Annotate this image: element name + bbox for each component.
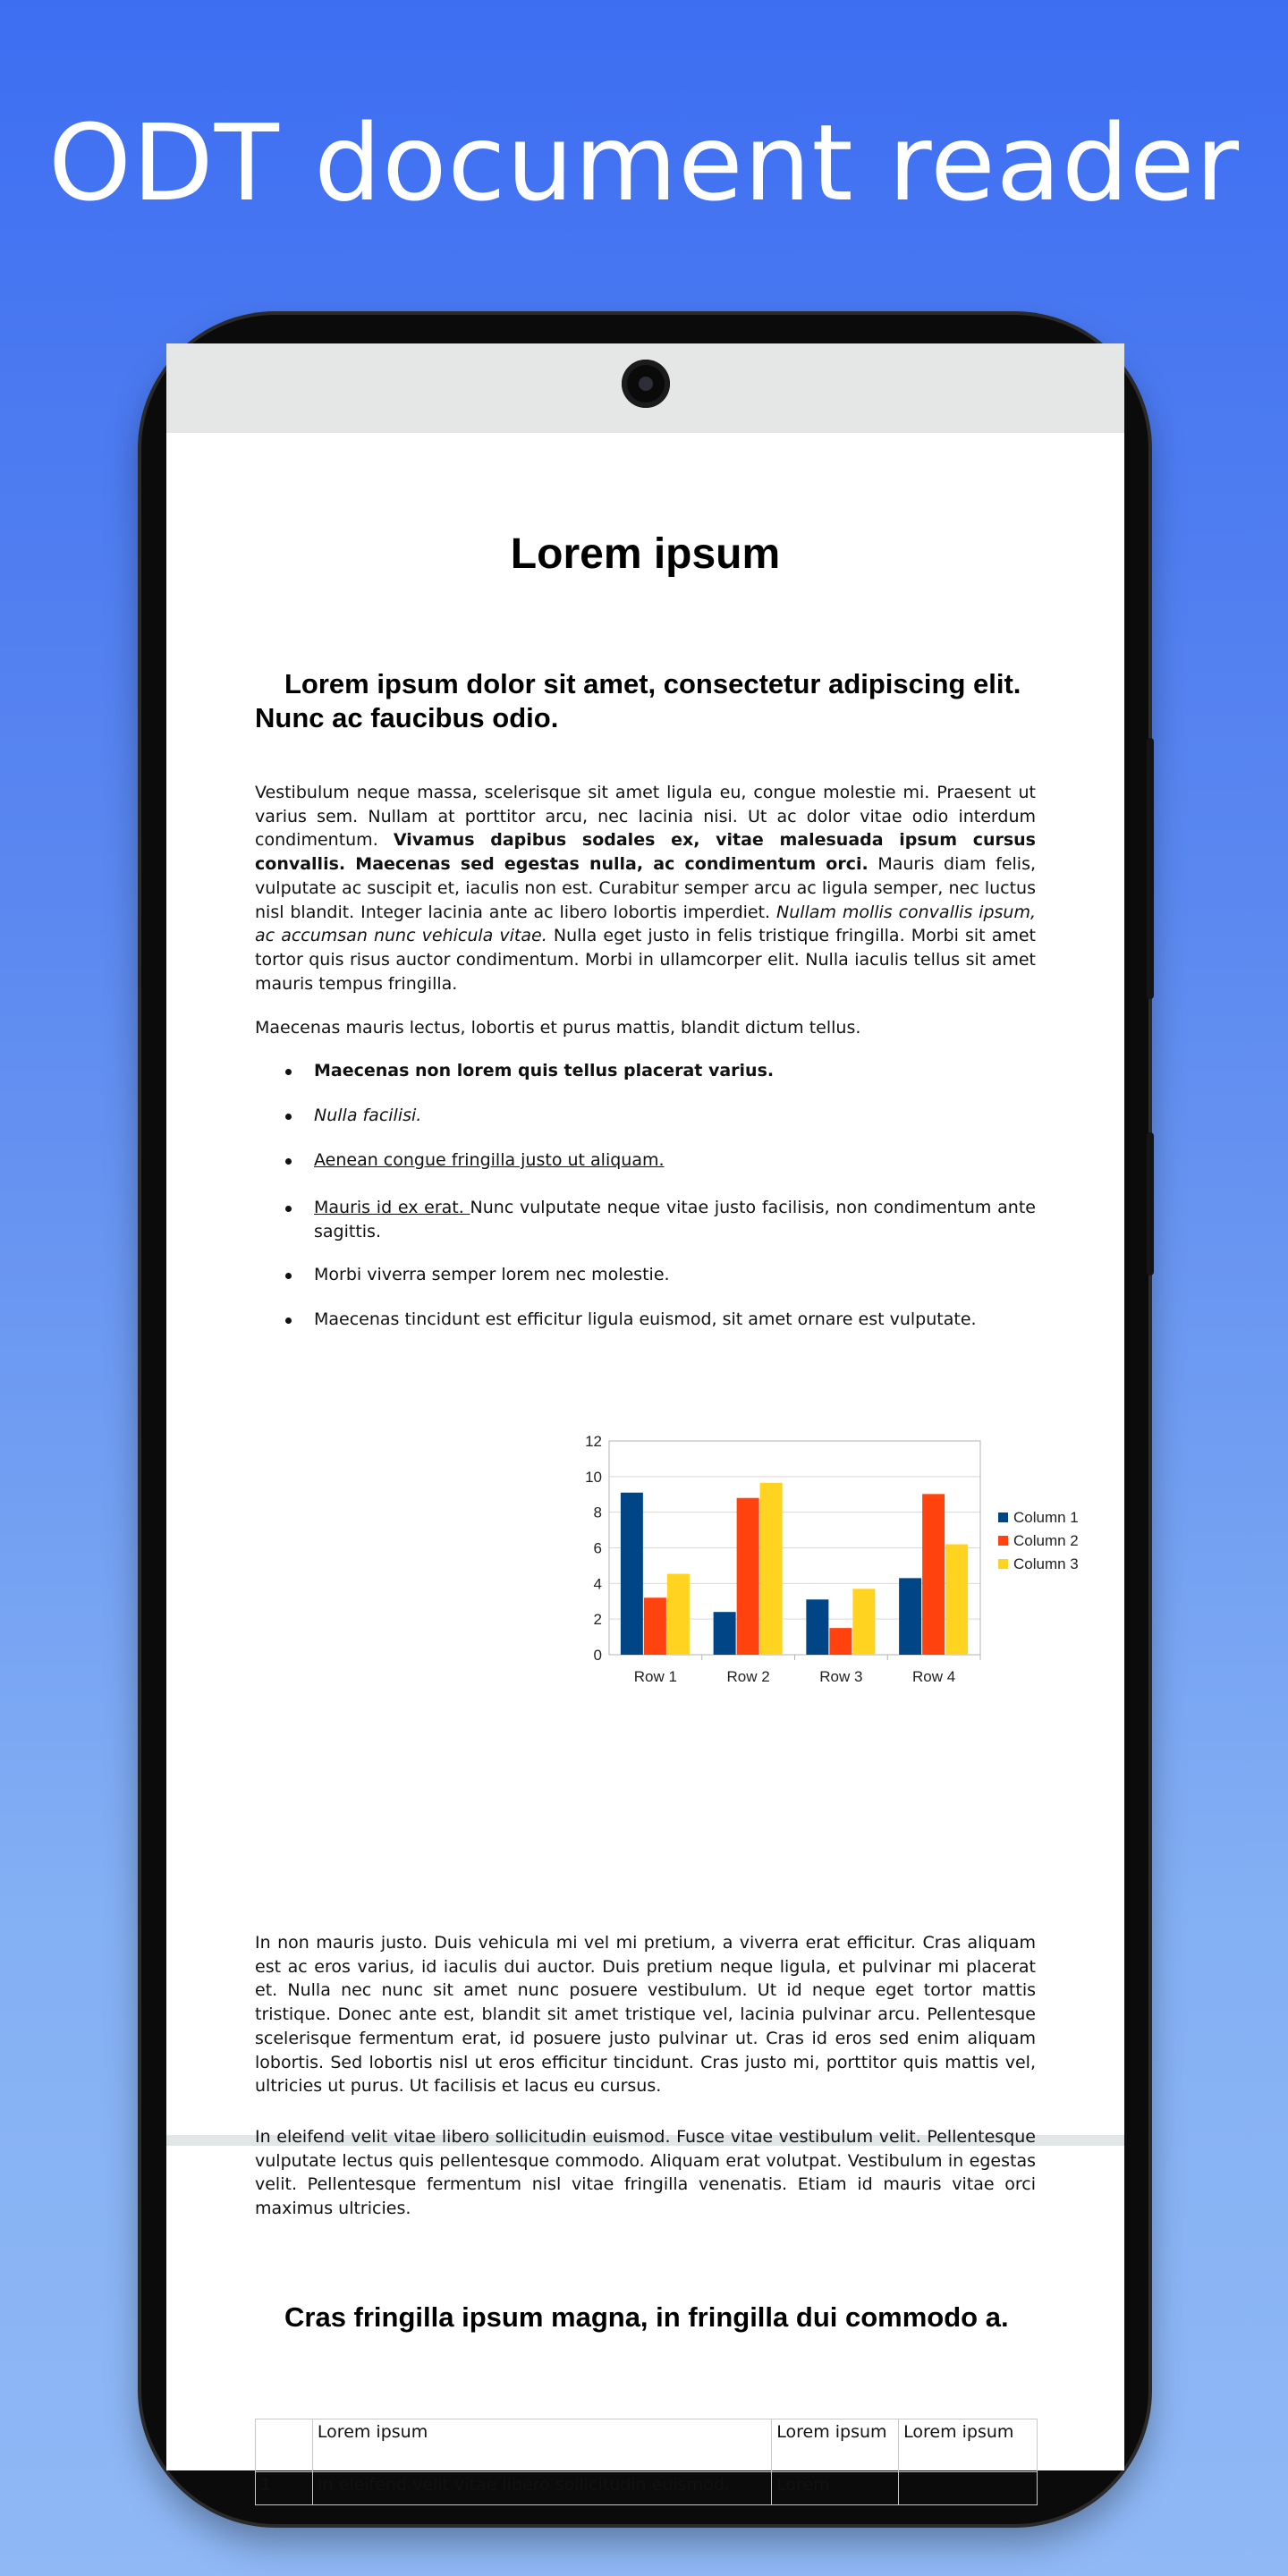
table-header-cell: Lorem ipsum [312, 2419, 771, 2472]
x-tick-label: Row 3 [819, 1668, 863, 1685]
bar [621, 1493, 643, 1655]
promo-headline: ODT document reader [47, 101, 1241, 225]
bullet-list [255, 1059, 1036, 1352]
y-tick-label: 2 [593, 1611, 602, 1629]
phone-screen [166, 343, 1124, 2495]
volume-button[interactable] [1147, 738, 1154, 999]
table-header-cell [256, 2419, 313, 2472]
x-tick-label: Row 2 [726, 1668, 770, 1685]
bar-chart [551, 1430, 1106, 1699]
document-page-1[interactable] [166, 433, 1124, 2135]
y-tick-label: 4 [593, 1575, 602, 1593]
table-cell: Lorem [772, 2472, 899, 2505]
legend-entry: Column 3 [1013, 1555, 1079, 1572]
bar [899, 1578, 921, 1655]
bar [829, 1628, 852, 1655]
list-item: Maecenas tincidunt est efficitur ligula euismod, sit amet ornare est vulputate. [255, 1308, 1036, 1352]
list-item: Aenean congue fringilla justo ut aliquam. [255, 1148, 1036, 1196]
legend-swatch [998, 1536, 1008, 1546]
bar [922, 1494, 945, 1655]
power-button[interactable] [1147, 1132, 1154, 1275]
x-tick-label: Row 1 [633, 1668, 677, 1685]
paragraph-4: In eleifend velit vitae libero sollicitudin euismod. Fusce vitae vestibulum velit. Pellentesque vulputate lectus quis pellentesque commodo. Aliquam erat volutpat. Vestibulum in egestas velit. Pellentesque fermentum nisl vitae fringilla venenatis. Etiam id mauris vitae orci maximus ultricies. [255, 2127, 1036, 2219]
bar [806, 1599, 828, 1655]
y-tick-label: 8 [593, 1504, 602, 1521]
paragraph-3: In non mauris justo. Duis vehicula mi vel mi pretium, a viverra erat efficitur. Cras aliquam est ac eros varius, id iaculis dui auctor. Duis pretium neque ligula, et pulvinar mi placerat et. Nulla nec nunc sit amet nunc posuere vestibulum. Ut id neque eget tortor mattis tristique. Donec ante est, blandit sit amet tristique vel, lacinia pulvinar arcu. Pellentesque scelerisque fermentum erat, id posuere justo pulvinar ut. Cras id eros sed enim aliquam lobortis. Sed lobortis nisl ut eros efficitur tincidunt. Cras justo mi, porttitor quis mattis vel, ultricies ut purus. Ut facilisis et lacus eu cursus. [255, 1933, 1036, 2097]
bar [760, 1483, 783, 1655]
bar [852, 1589, 875, 1655]
legend-entry: Column 1 [1013, 1509, 1079, 1526]
document-title: Lorem ipsum [510, 530, 781, 578]
document-heading-1: Lorem ipsum dolor sit amet, consectetur adipiscing elit. Nunc ac faucibus odio. [255, 668, 1021, 733]
legend-swatch [998, 1559, 1008, 1569]
front-camera-icon [622, 360, 670, 408]
bar [945, 1545, 968, 1655]
list-item: Nulla facilisi. [255, 1104, 1036, 1148]
bar [714, 1612, 736, 1655]
x-tick-label: Row 4 [912, 1668, 956, 1685]
bar [737, 1498, 759, 1655]
y-tick-label: 10 [585, 1468, 602, 1486]
table-cell [899, 2472, 1038, 2505]
bar [644, 1597, 666, 1655]
list-item: Maecenas non lorem quis tellus placerat varius. [255, 1059, 1036, 1104]
table-cell: 1 [256, 2472, 313, 2505]
bar [667, 1574, 690, 1655]
list-item: Mauris id ex erat. Nunc vulputate neque vitae justo facilisis, non condimentum ante sagittis. [255, 1196, 1036, 1263]
paragraph-2: Maecenas mauris lectus, lobortis et purus mattis, blandit dictum tellus. [255, 1018, 861, 1038]
legend-swatch [998, 1513, 1008, 1522]
paragraph-1: Vestibulum neque massa, scelerisque sit amet ligula eu, congue molestie mi. Praesent ut varius sem. Nullam at porttitor arcu, nec lacinia nisi. Ut ac dolor vitae odio interdum condimentum. Vivamus dapibus sodales ex, vitae malesuada ipsum cursus convallis. Maecenas sed egestas nulla, ac condimentum orci. Mauris diam felis, vulputate ac suscipit et, iaculis non est. Curabitur semper arcu ac ligula semper, nec luctus nisl blandit. Integer lacinia ante ac libero lobortis imperdiet. Nullam mollis convallis ipsum, ac accumsan nunc vehicula vitae. Nulla eget justo in felis tristique fringilla. Morbi sit amet tortor quis risus auctor condimentum. Morbi in ullamcorper elit. Nulla iaculis tellus sit amet mauris tempus fringilla. [255, 783, 1037, 994]
table-header-cell: Lorem ipsum [772, 2419, 899, 2472]
list-item: Morbi viverra semper lorem nec molestie. [255, 1263, 1036, 1308]
document-table [255, 2419, 1038, 2505]
y-tick-label: 6 [593, 1539, 602, 1557]
document-heading-2: Cras fringilla ipsum magna, in fringilla dui commodo a. [284, 2301, 1009, 2333]
y-tick-label: 12 [585, 1433, 602, 1450]
table-cell: In eleifend velit vitae libero sollicitudin euismod. [312, 2472, 771, 2505]
status-bar [166, 343, 1124, 433]
table-header-cell: Lorem ipsum [899, 2419, 1038, 2472]
y-tick-label: 0 [593, 1647, 602, 1664]
legend-entry: Column 2 [1013, 1532, 1079, 1549]
